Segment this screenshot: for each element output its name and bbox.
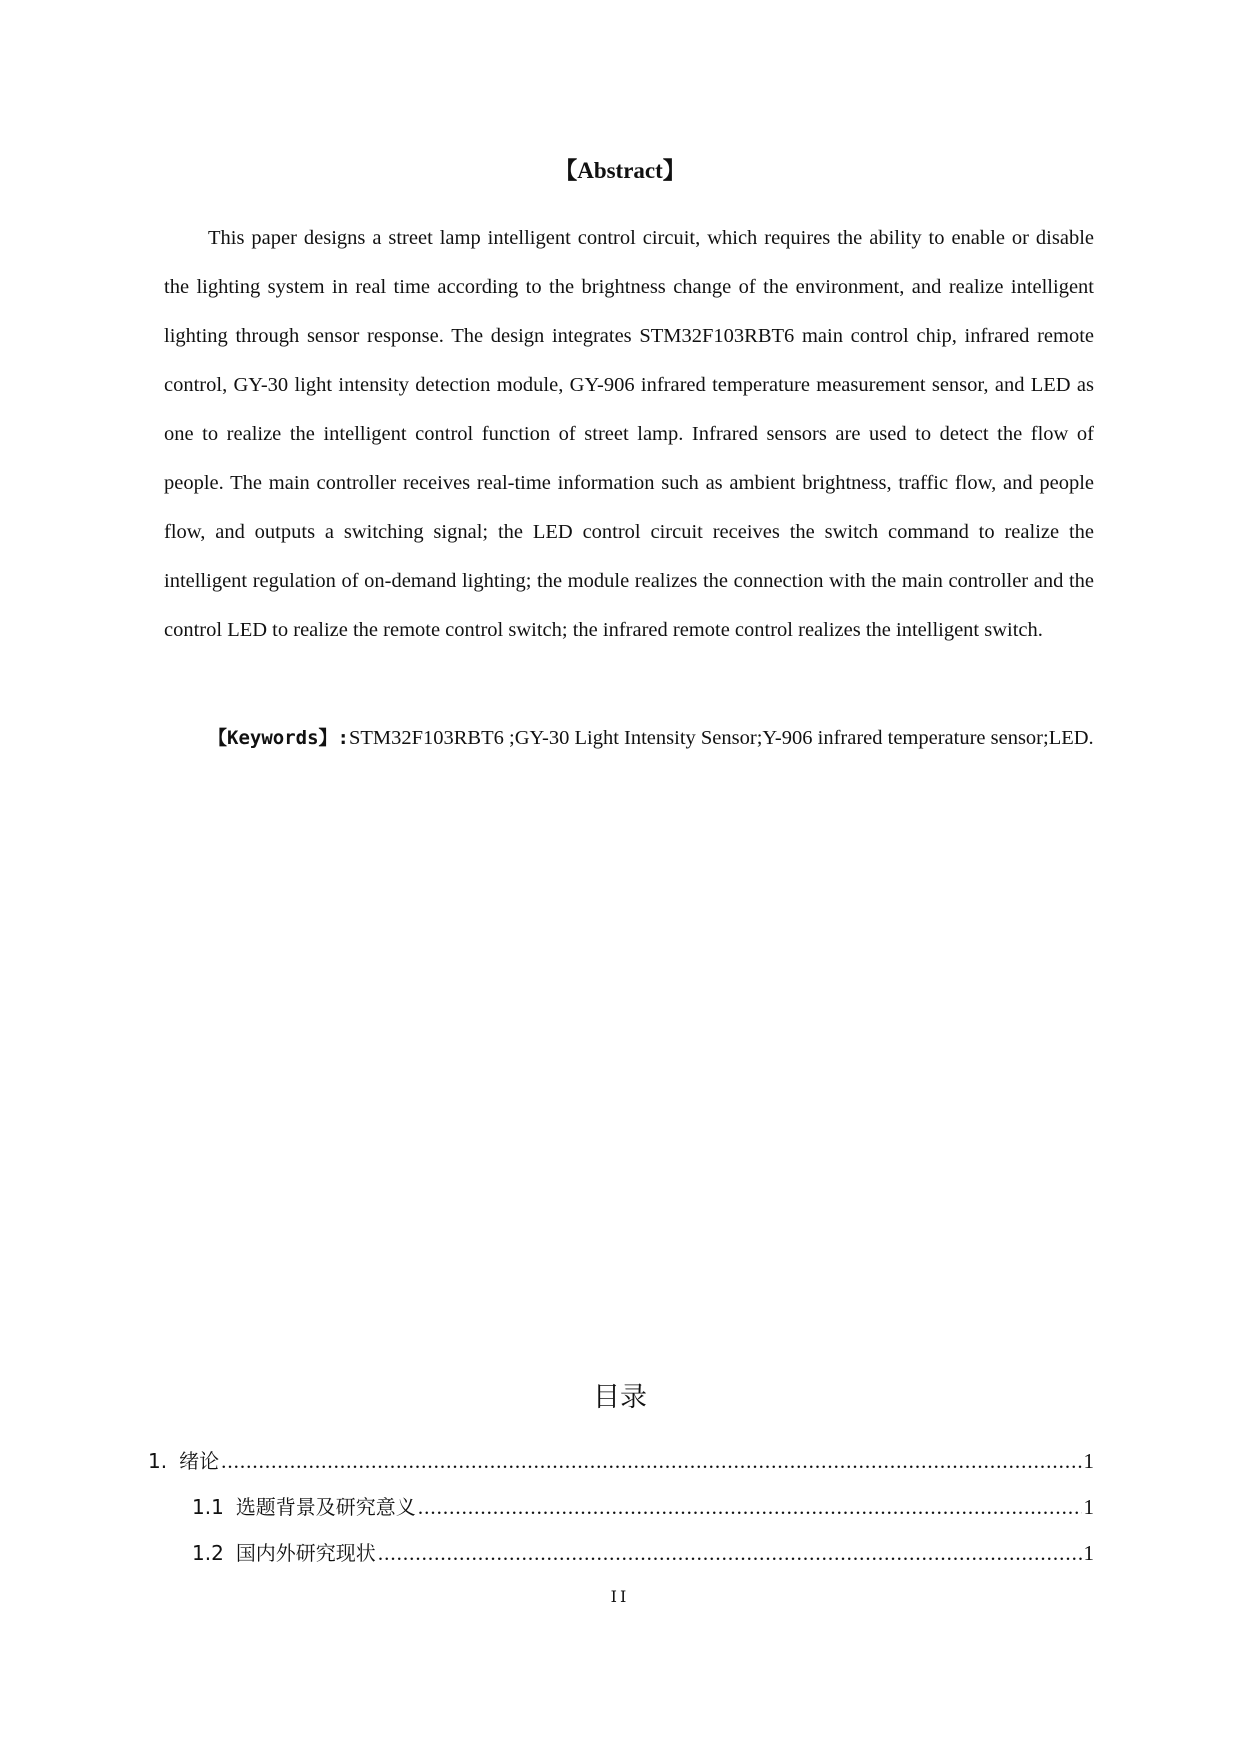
toc-entry-number: 1.1 — [192, 1495, 224, 1519]
page-number: II — [610, 1587, 630, 1606]
toc-entry-page: 1 — [1083, 1449, 1094, 1473]
toc-dot-leader — [418, 1484, 1082, 1530]
abstract-paragraph: This paper designs a street lamp intelligent control circuit, which requires the ability to enable or disable the lighting system in real time according to the brightness change of the environment, and realize intelligent lighting through sensor response. The design integrates STM32F103RBT6 main control chip, infrared remote control, GY-30 light intensity detection module, GY-906 infrared temperature measurement sensor, and LED as one to realize the intelligent control function of street lamp. Infrared sensors are used to detect the flow of people. The main controller receives real-time information such as ambient brightness, traffic flow, and people flow, and outputs a switching signal; the LED control circuit receives the switch command to realize the intelligent regulation of on-demand lighting; the module realizes the connection with the main controller and the control LED to realize the remote control switch; the infrared remote control realizes the intelligent switch. — [164, 227, 1094, 641]
toc-entry-page: 1 — [1083, 1495, 1094, 1519]
toc-entry-title: 绪论 — [179, 1449, 220, 1473]
keywords-label: 【Keywords】: — [208, 727, 349, 749]
toc-entry-title: 国内外研究现状 — [235, 1541, 376, 1565]
toc-title: 目录 — [593, 1382, 647, 1413]
keywords-line — [164, 714, 1094, 763]
keywords-text: STM32F103RBT6 ;GY-30 Light Intensity Sensor;Y-906 infrared temperature sensor;LED. — [348, 727, 1094, 749]
toc-entry-number: 1.2 — [192, 1541, 224, 1565]
toc-entry[interactable] — [148, 1484, 1094, 1530]
toc-dot-leader — [378, 1530, 1082, 1576]
toc-entry-number: 1. — [148, 1449, 168, 1473]
toc-entry-page: 1 — [1083, 1541, 1094, 1565]
toc-entry[interactable] — [148, 1438, 1094, 1484]
table-of-contents — [148, 1438, 1094, 1576]
toc-entry-title: 选题背景及研究意义 — [235, 1495, 416, 1519]
toc-entry[interactable] — [148, 1530, 1094, 1576]
abstract-heading: 【Abstract】 — [554, 158, 686, 183]
toc-dot-leader — [221, 1438, 1081, 1484]
